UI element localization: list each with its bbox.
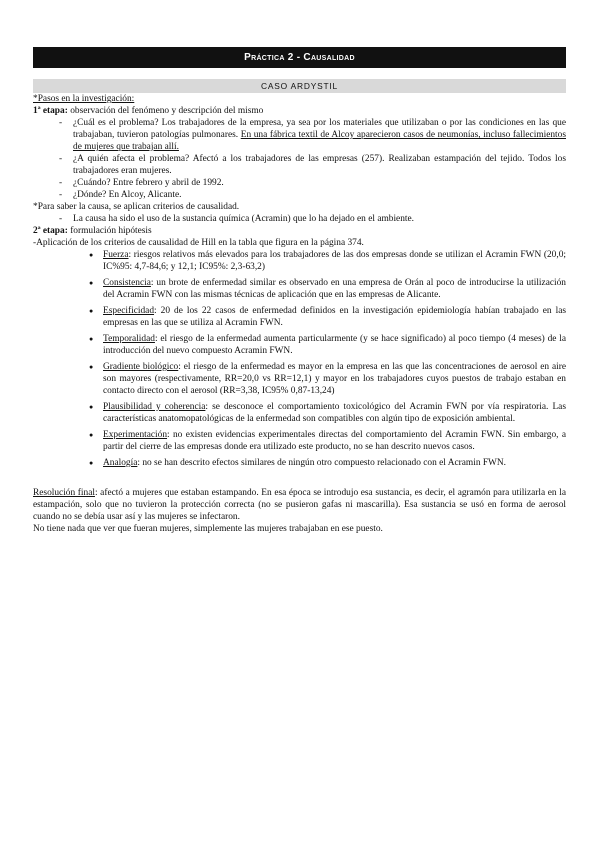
criterion-name: Gradiente biológico bbox=[103, 362, 179, 372]
etapa1-heading bbox=[33, 105, 566, 117]
list-item bbox=[59, 177, 566, 189]
etapa2-label: 2ª etapa: bbox=[33, 226, 68, 236]
criterion-text: : el riesgo de la enfermedad aumenta particularmente (y se hace significado) al poco tiempo (4 meses) de la introducción del nuevo compuesto Acramin FWN. bbox=[103, 334, 566, 356]
resolucion-paragraph bbox=[33, 487, 566, 523]
criterion-especificidad bbox=[89, 305, 566, 329]
criterion-name: Consistencia bbox=[103, 278, 151, 288]
list-item bbox=[59, 117, 566, 153]
item-text: ¿Dónde? En Alcoy, Alicante. bbox=[73, 190, 182, 200]
case-title: CASO ARDYSTIL bbox=[33, 79, 566, 93]
criterion-consistencia bbox=[89, 277, 566, 301]
criterion-fuerza bbox=[89, 249, 566, 273]
list-item bbox=[59, 189, 566, 201]
criterion-name: Plausibilidad y coherencia bbox=[103, 402, 206, 412]
resolucion-text: : afectó a mujeres que estaban estampando. En esa época se introdujo esa sustancia, es decir, el agramón para utilizarla en la estampación, solo que no tuvieron la protección correcta (no se pusieron gafas ni mascarilla). Esa sustancia se usó en forma de aerosol cuando no se debía usar así y las mujeres se infectaron. bbox=[33, 488, 566, 522]
criterion-name: Fuerza bbox=[103, 250, 129, 260]
criterion-text: : el riesgo de la enfermedad es mayor en la empresa en las que las concentraciones de aerosol en aire son mayores (respectivamente, RR=20,0 vs RR=12,1) y mayor en los trabajadores cuyos puestos de trabajo estaban en contacto directo con el aerosol (RR=3,38, IC95% 0,87-13,24) bbox=[103, 362, 566, 396]
criterion-gradiente bbox=[89, 361, 566, 397]
criterion-name: Temporalidad bbox=[103, 334, 155, 344]
criterion-text: : no se han descrito efectos similares de ningún otro compuesto relacionado con el Acramin FWN. bbox=[137, 458, 507, 468]
criterion-text: : un brote de enfermedad similar es observado en una empresa de Orán al poco de introducirse la utilización del Acramin FWN con las mismas técnicas de aplicación que en las empresas de Alicante. bbox=[103, 278, 566, 300]
criterion-text: : no existen evidencias experimentales directas del comportamiento del Acramin FWN. Sin embargo, a partir del cierre de las empresas donde era utilizado este producto, no se han descrito nuevos casos. bbox=[103, 430, 566, 452]
item-text: ¿Cuál es el problema? Los trabajadores de la empresa, ya sea por los materiales que utilizaban o por las condiciones en las que trabajaban, tuvieron patologías pulmonares. bbox=[73, 118, 566, 140]
item-text: ¿Cuándo? Entre febrero y abril de 1992. bbox=[73, 178, 224, 188]
list-item: - La causa ha sido el uso de la sustancia química (Acramin) que lo ha dejado en el ambiente. bbox=[59, 213, 566, 225]
etapa1-list bbox=[33, 117, 566, 201]
causa-list bbox=[33, 213, 566, 225]
criterion-experimentacion bbox=[89, 429, 566, 453]
final-line: No tiene nada que ver que fueran mujeres, simplemente las mujeres trabajaban en ese puesto. bbox=[33, 524, 383, 534]
etapa2-heading bbox=[33, 225, 566, 237]
document-page bbox=[33, 47, 566, 535]
list-item bbox=[59, 153, 566, 177]
causa-line: *Para saber la causa, se aplican criterios de causalidad. bbox=[33, 202, 240, 212]
criterion-temporalidad bbox=[89, 333, 566, 357]
criteria-list bbox=[33, 249, 566, 469]
criterion-analogia bbox=[89, 457, 566, 469]
item-underlined-text: En una fábrica textil de Alcoy aparecieron casos de neumonías, incluso fallecimientos de mujeres que trabajan allí. bbox=[73, 130, 566, 152]
criterion-name: Analogía bbox=[103, 458, 138, 468]
criterion-text: : se desconoce el comportamiento toxicológico del Acramin FWN por vía respiratoria. Las características anatomopatológicas de la enfermedad son compatibles con algún tipo de exposición ambiental. bbox=[103, 402, 566, 424]
etapa1-label: 1ª etapa: bbox=[33, 106, 68, 116]
page-title: Práctica 2 - Causalidad bbox=[33, 47, 566, 68]
criterion-text: : 20 de los 22 casos de enfermedad definidos en la investigación epidemiología habían trabajado en las empresas en las que se utiliza al Acramin FWN. bbox=[103, 306, 566, 328]
criterion-plausibilidad bbox=[89, 401, 566, 425]
etapa2-text: formulación hipótesis bbox=[67, 226, 152, 236]
etapa1-text: observación del fenómeno y descripción del mismo bbox=[67, 106, 264, 116]
resolucion-label: Resolución final bbox=[33, 488, 95, 498]
criterion-name: Especificidad bbox=[103, 306, 155, 316]
hill-line: -Aplicación de los criterios de causalidad de Hill en la tabla que figura en la página 374. bbox=[33, 238, 364, 248]
pasos-heading: *Pasos en la investigación: bbox=[33, 94, 135, 104]
item-text: ¿A quién afecta el problema? Afectó a los trabajadores de las empresas (257). Realizaban estampación del tejido. Todos los trabajadores eran mujeres. bbox=[73, 154, 566, 176]
criterion-name: Experimentación bbox=[103, 430, 168, 440]
criterion-text: : riesgos relativos más elevados para los trabajadores de las dos empresas donde se utilizan el Acramin FWN (20,0; IC%95: 4,7-84,6; y 12,1; IC95%: 2,3-63,2) bbox=[103, 250, 566, 272]
